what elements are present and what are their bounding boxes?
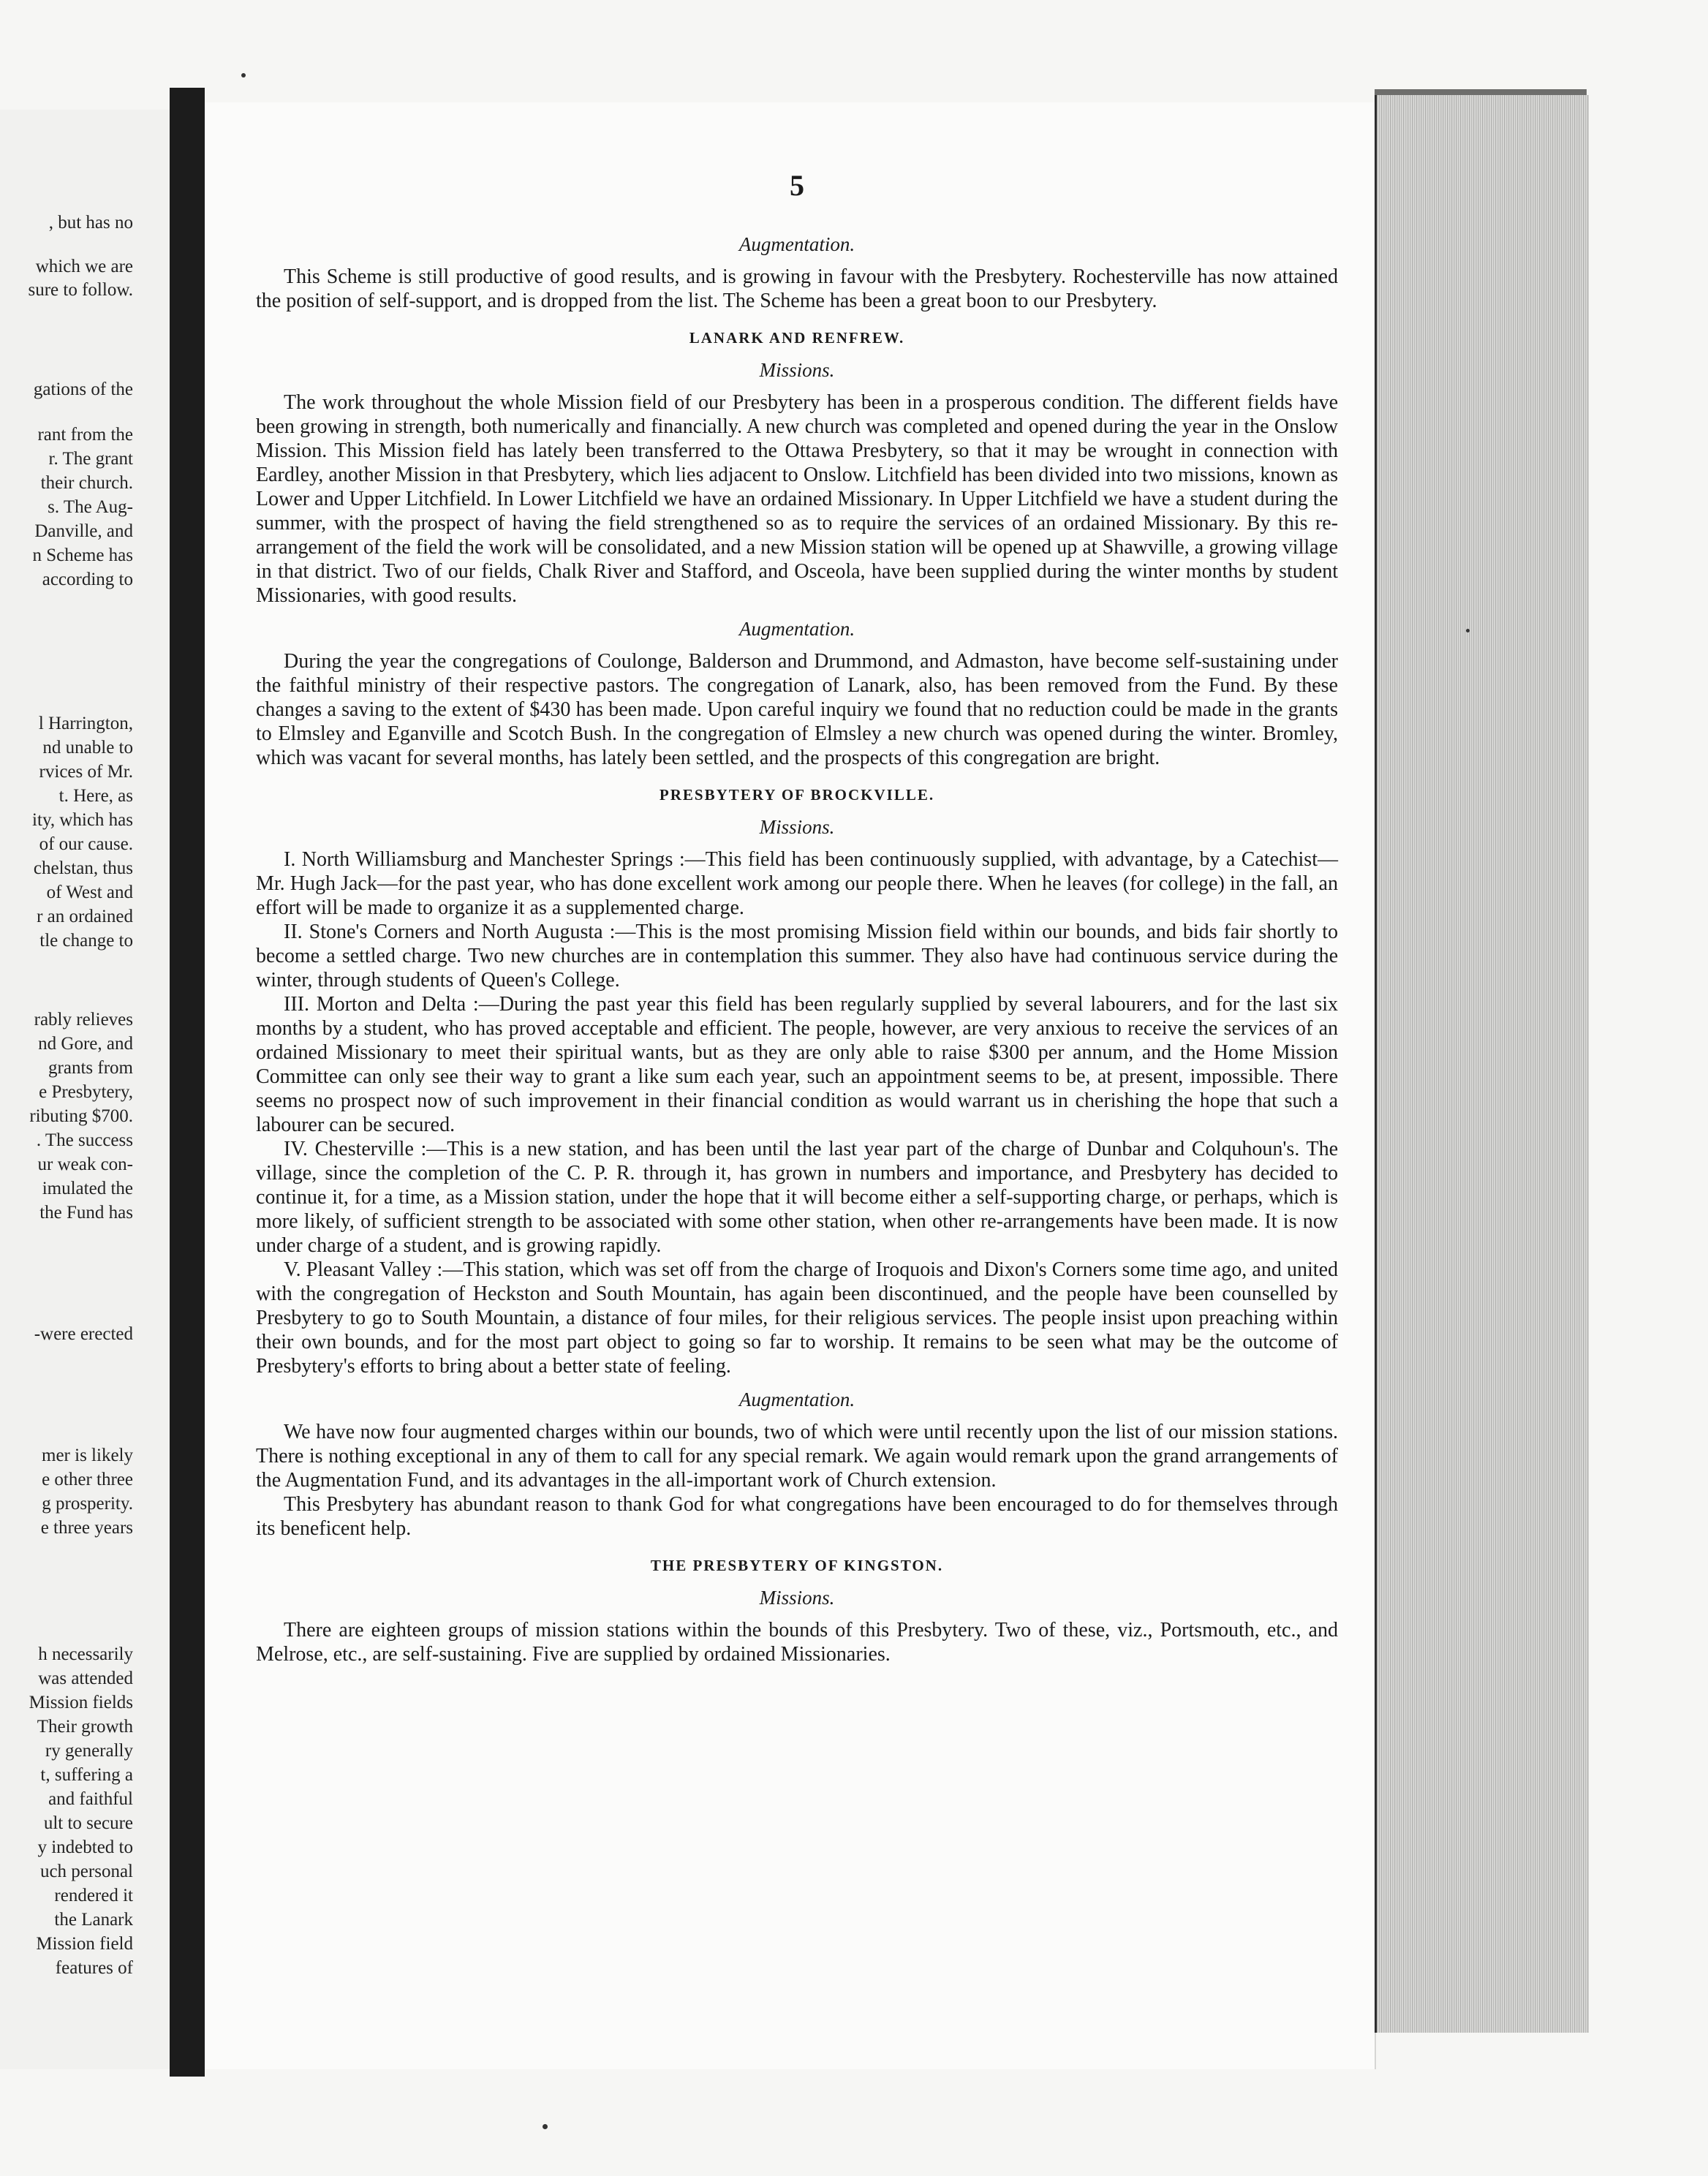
augmentation-heading: Augmentation. [738, 1389, 855, 1410]
brockville-augmentation-paragraph: This Presbytery has abundant reason to thank God for what congregations have been encouraged to do for themselves through its beneficent help. [256, 1493, 1338, 1540]
left-page-line: rably relieves [34, 1010, 133, 1030]
left-page-line: t, suffering a [40, 1765, 133, 1785]
left-page-line: Mission field [36, 1934, 133, 1954]
left-page-line: , but has no [48, 213, 133, 233]
page-number: 5 [790, 169, 804, 202]
left-page-line: sure to follow. [28, 280, 133, 300]
left-page-line: r. The grant [48, 449, 133, 469]
left-page-line: imulated the [42, 1179, 133, 1198]
left-page-line: the Fund has [39, 1203, 133, 1223]
missions-heading: Missions. [759, 359, 835, 381]
left-page-line: g prosperity. [42, 1494, 133, 1514]
left-page-line: ributing $700. [29, 1106, 133, 1126]
left-page-line: tle change to [39, 931, 133, 951]
scan-speck [543, 2124, 548, 2129]
left-page-line: the Lanark [54, 1910, 133, 1930]
left-page-line: . The success [36, 1130, 133, 1150]
left-page-line: rvices of Mr. [39, 762, 133, 782]
left-page-line: nd Gore, and [38, 1034, 133, 1054]
left-page-line: which we are [35, 257, 133, 276]
page-content [256, 168, 1338, 1666]
brockville-mission-item: V. Pleasant Valley :—This station, which was set off from the charge of Iroquois and Dixon's Corners some time ago, and united with the congregation of Heckston and South Mountain, has again been discontinued, and the people have been counselled by Presbytery to go to South Mountain, a distance of four miles, for their religious services. The people insist upon preaching within their own bounds, and for the most part object to going so far to worship. It remains to be seen what may be the outcome of Presbytery's efforts to bring about a better state of feeling. [256, 1258, 1338, 1378]
section-heading-brockville: PRESBYTERY OF BROCKVILLE. [659, 786, 935, 804]
left-page-line: mer is likely [42, 1446, 133, 1465]
left-page-line: -were erected [34, 1324, 133, 1344]
brockville-augmentation-paragraph: We have now four augmented charges within our bounds, two of which were until recently upon the list of our mission stations. There is nothing exceptional in any of them to call for any special remark. We again would remark upon the grand arrangements of the Augmentation Fund, and its advantages in the all-important work of Church extension. [256, 1421, 1338, 1492]
left-page-line: Mission fields [29, 1693, 133, 1712]
page-block-edges [1375, 95, 1589, 2033]
book-gutter [170, 88, 205, 2077]
left-page-line: y indebted to [37, 1837, 133, 1857]
left-page-line: Their growth [37, 1717, 133, 1737]
left-page-line: nd unable to [42, 738, 133, 758]
kingston-missions-paragraph: There are eighteen groups of mission stations within the bounds of this Presbytery. Two of these, viz., Portsmouth, etc., and Melrose, etc., are self-sustaining. Five are supplied by ordained Missionaries. [256, 1619, 1338, 1666]
augmentation-heading: Augmentation. [738, 618, 855, 640]
left-page-line: t. Here, as [58, 786, 133, 806]
section-heading-kingston: THE PRESBYTERY OF KINGSTON. [650, 1557, 944, 1574]
left-page-line: h necessarily [38, 1644, 133, 1664]
left-page-line: e other three [42, 1470, 133, 1489]
left-page-line: rant from the [37, 425, 133, 445]
left-page-line: ry generally [45, 1741, 133, 1761]
left-page-line: gations of the [33, 379, 133, 399]
left-page-line: rendered it [54, 1886, 133, 1905]
left-page-line: was attended [38, 1669, 133, 1688]
lanark-missions-paragraph: The work throughout the whole Mission field of our Presbytery has been in a prosperous condition. The different fields have been growing in strength, both numerically and financially. A new church was completed and opened during the year in the Onslow Mission. This Mission field has lately been transferred to the Ottawa Presbytery, so that it may be wrought in connection with Eardley, another Mission in that Presbytery, which lies adjacent to Onslow. Litchfield has been divided into two missions, known as Lower and Upper Litchfield. In Lower Litchfield we have an ordained Missionary. In Upper Litchfield we have a student during the summer, with the prospect of having the field strengthened so as to require the services of an ordained Missionary. By this re-arrangement of the field the work will be consolidated, and a new Mission station will be opened up at Shawville, a growing village in that district. Two of our fields, Chalk River and Stafford, and Osceola, have been supplied during the winter months by student Missionaries, with good results. [256, 391, 1338, 607]
left-page-line: of West and [46, 883, 133, 902]
left-facing-page [0, 110, 184, 2069]
left-page-line: their church. [40, 473, 133, 493]
scan-speck [241, 73, 246, 78]
scan-speck [1466, 629, 1470, 632]
left-page-line: ult to secure [43, 1813, 133, 1833]
left-page-line: and faithful [48, 1789, 133, 1809]
left-page-line: according to [42, 570, 133, 589]
brockville-mission-item: III. Morton and Delta :—During the past year this field has been regularly supplied by several labourers, and for the last six months by a student, who has proved acceptable and efficient. The people, however, are very anxious to receive the services of an ordained Missionary to meet their spiritual wants, but as they are only able to raise $300 per annum, and the Home Mission Committee can only see their way to grant a like sum each year, such an appointment seems to be, at present, impossible. There seems no prospect now of such improvement in their financial condition as would warrant us in cherishing the hope that such a labourer can be secured. [256, 993, 1338, 1136]
brockville-mission-item: II. Stone's Corners and North Augusta :—This is the most promising Mission field within our bounds, and bids fair shortly to become a settled charge. Two new churches are in contemplation this summer. They also have had continuous service during the winter, through students of Queen's College. [256, 921, 1338, 991]
left-page-line: l Harrington, [38, 714, 133, 733]
missions-heading: Missions. [759, 816, 835, 838]
missions-heading: Missions. [759, 1587, 835, 1609]
left-page-line: ity, which has [32, 810, 133, 830]
left-page-line: Danville, and [34, 521, 133, 541]
brockville-mission-item: IV. Chesterville :—This is a new station, and has been until the last year part of the charge of Dunbar and Colquhoun's. The village, since the completion of the C. P. R. through it, has grown in numbers and importance, and Presbytery has decided to continue it, for a time, as a Mission station, under the hope that it will become either a self-supporting charge, or perhaps, which is more likely, of sufficient strength to be associated with some other station, when other re-arrangements have been made. It is now under charge of a student, and is growing rapidly. [256, 1138, 1338, 1257]
left-page-line: e three years [40, 1518, 133, 1538]
lanark-augmentation-paragraph: During the year the congregations of Coulonge, Balderson and Drummond, and Admaston, have become self-sustaining under the faithful ministry of their respective pastors. The congregation of Lanark, also, has been removed from the Fund. By these changes a saving to the extent of $430 has been made. Upon careful inquiry we found that no reduction could be made in the grants to Elmsley and Eganville and Scotch Bush. In the congregation of Elmsley a new church was opened during the winter. Bromley, which was vacant for several months, has lately been settled, and the prospects of this congregation are bright. [256, 650, 1338, 769]
left-page-line: features of [55, 1958, 133, 1978]
section-heading-lanark-renfrew: LANARK AND RENFREW. [689, 329, 905, 347]
left-page-line: r an ordained [37, 907, 133, 926]
augmentation-paragraph: This Scheme is still productive of good results, and is growing in favour with the Presbytery. Rochesterville has now attained the position of self-support, and is dropped from the list. The Scheme has been a great boon to our Presbytery. [256, 265, 1338, 312]
left-page-line: of our cause. [39, 834, 133, 854]
left-page-line: e Presbytery, [39, 1082, 133, 1102]
augmentation-heading: Augmentation. [738, 233, 855, 255]
left-page-line: ur weak con- [37, 1155, 133, 1174]
left-page-line: grants from [48, 1058, 133, 1078]
brockville-mission-item: I. North Williamsburg and Manchester Springs :—This field has been continuously supplied, with advantage, by a Catechist—Mr. Hugh Jack—for the past year, who has done excellent work among our people there. When he leaves (for college) in the fall, an effort will be made to organize it as a supplemented charge. [256, 848, 1338, 919]
left-page-line: n Scheme has [32, 545, 133, 565]
left-page-line: uch personal [39, 1862, 133, 1881]
left-page-line: chelstan, thus [33, 858, 133, 878]
left-page-line: s. The Aug- [48, 497, 133, 517]
